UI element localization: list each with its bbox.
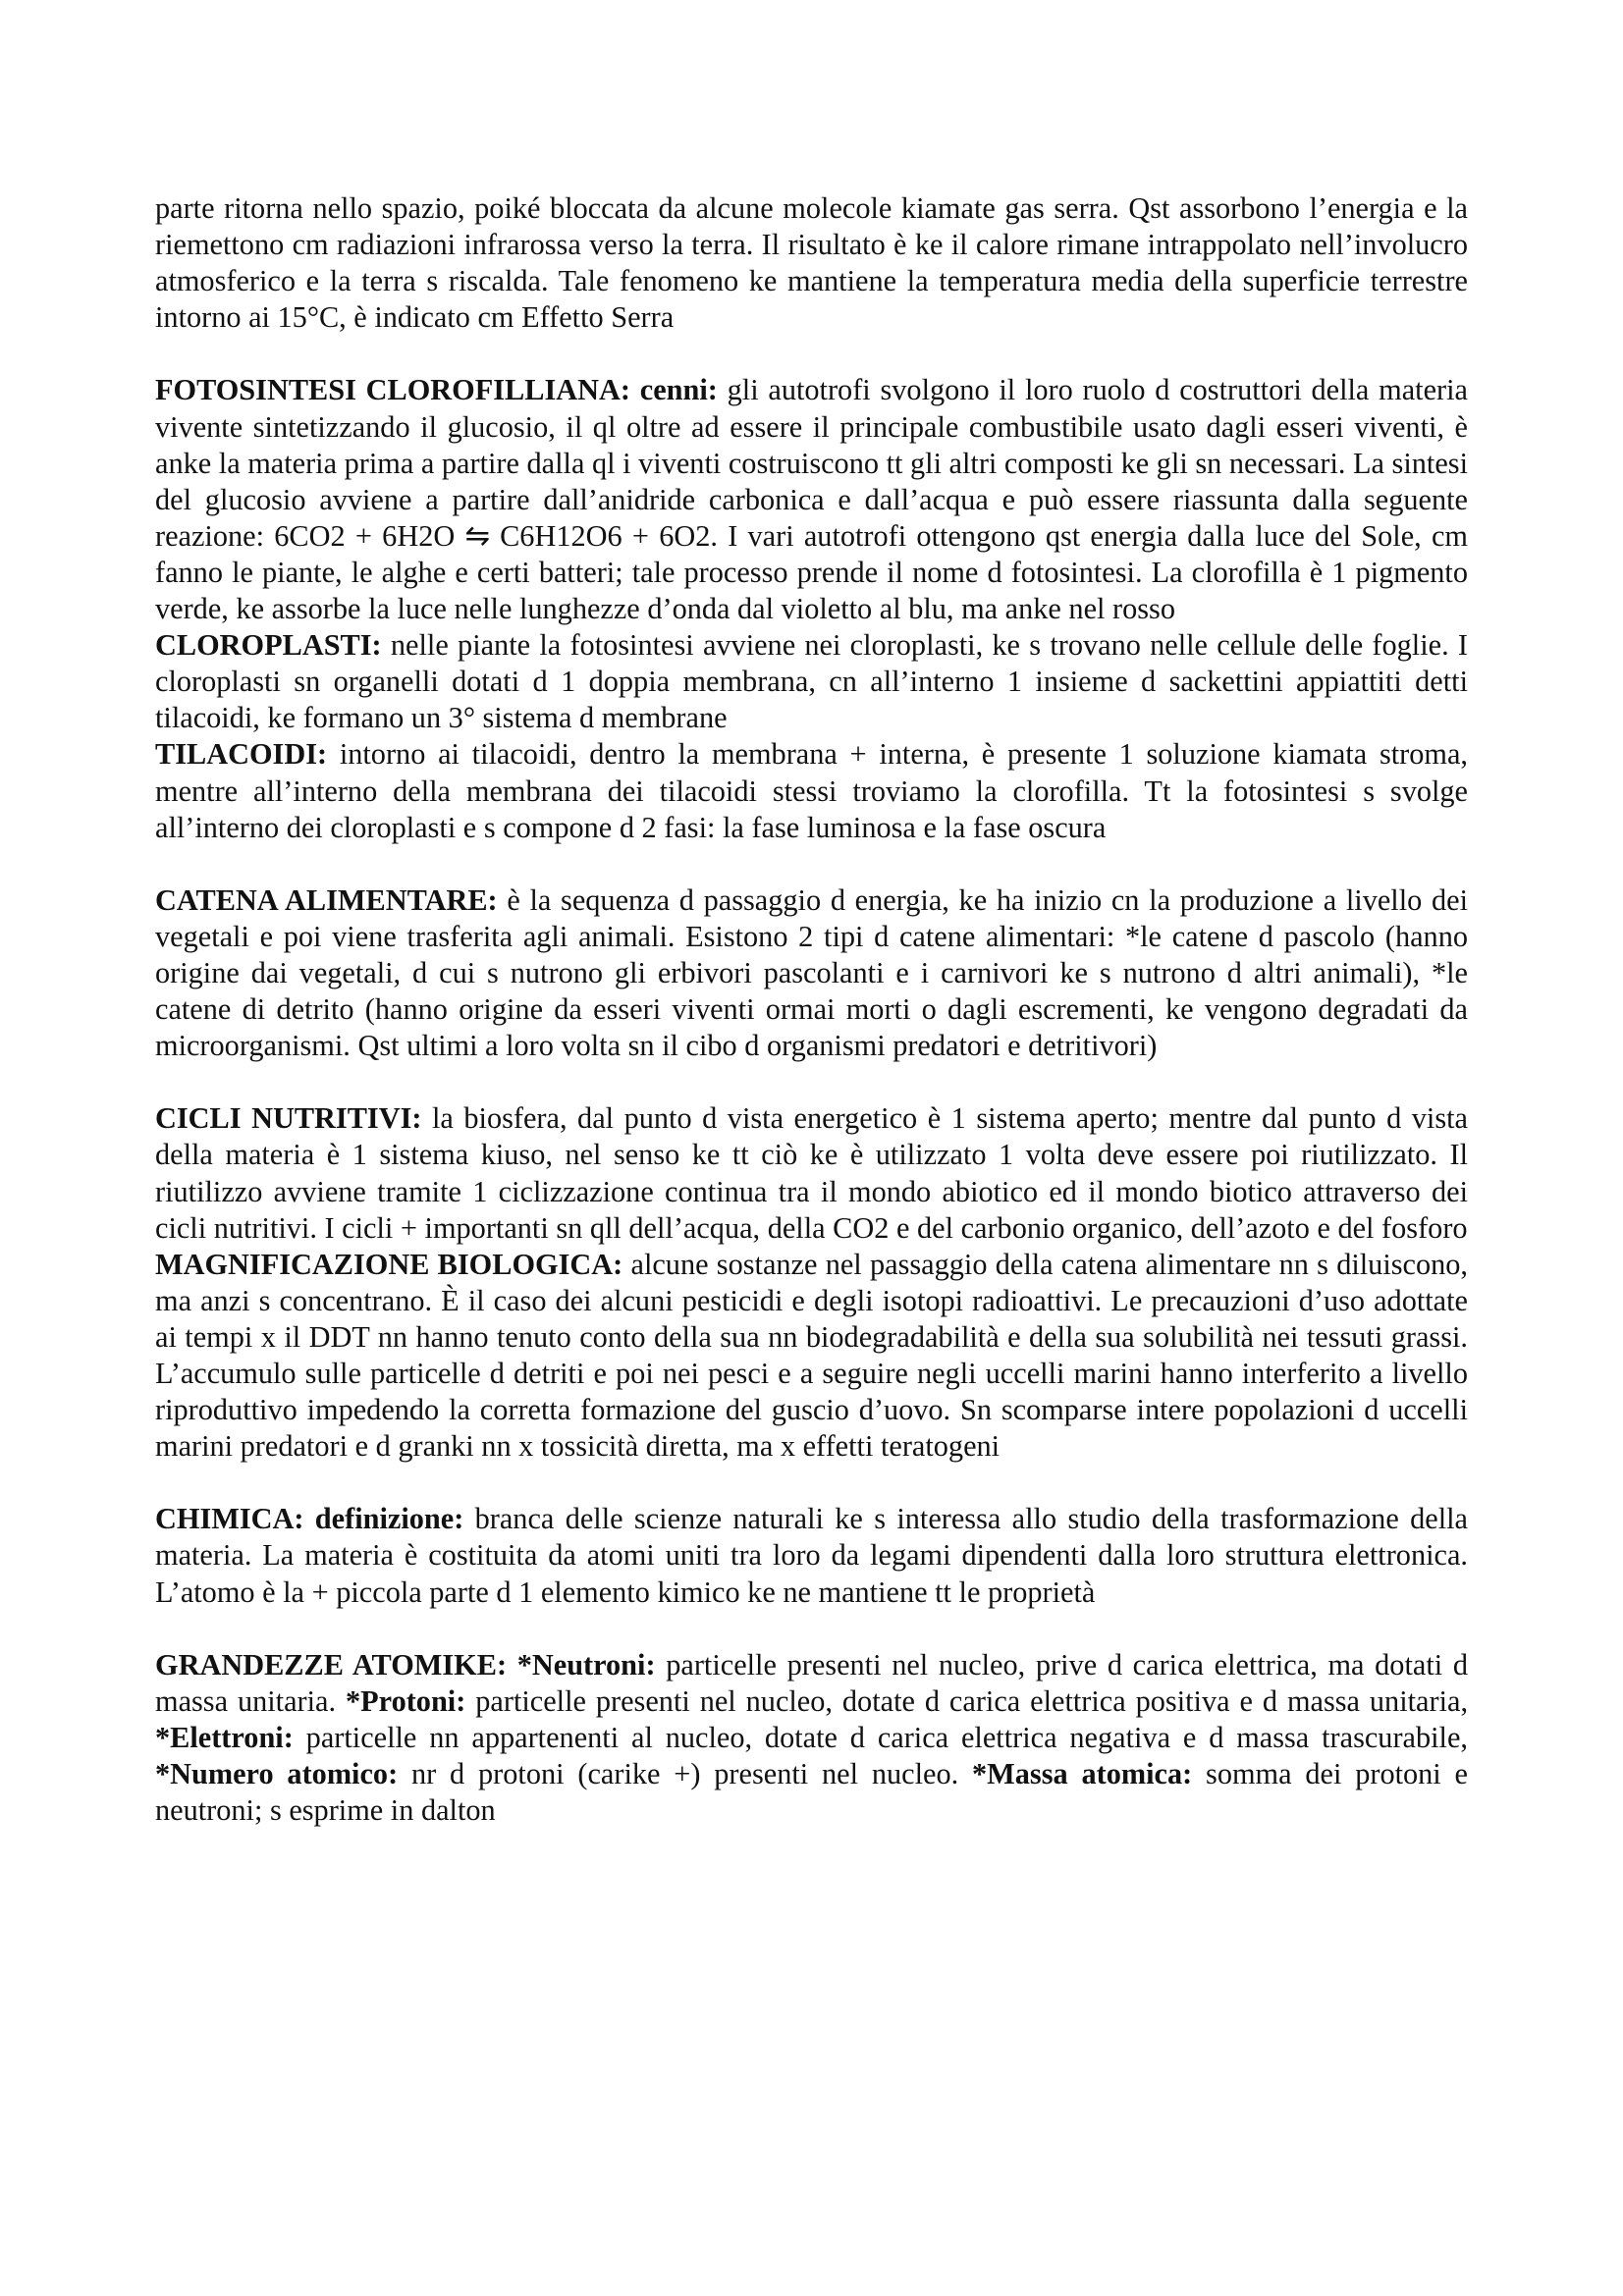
bold-heading-text: *Elettroni:	[155, 1720, 294, 1754]
bold-heading-text: FOTOSINTESI CLOROFILLIANA: cenni:	[155, 373, 718, 407]
bold-heading-text: CHIMICA: definizione:	[155, 1502, 464, 1536]
bold-heading-text: MAGNIFICAZIONE BIOLOGICA:	[155, 1247, 623, 1281]
body-text: alcune sostanze nel passaggio della catena alimentare nn s diluiscono, ma anzi s concentrano. È il caso dei alcuni pesticidi e degli isotopi radioattivi. Le precauzioni d’uso adottate ai tempi x il DDT nn hanno tenuto conto della sua nn biodegradabilità e della sua solubilità nei tessuti grassi. L’accumulo sulle particelle d detriti e poi nei pesci e a seguire negli uccelli marini hanno interferito a livello riproduttivo impedendo la corretta formazione del guscio d’uovo. Sn scomparse intere popolazioni d uccelli marini predatori e d granki nn x tossicità diretta, ma x effetti teratogeni	[155, 1247, 1468, 1464]
bold-heading-text: CICLI NUTRITIVI:	[155, 1101, 422, 1136]
body-text: nelle piante la fotosintesi avviene nei cloroplasti, ke s trovano nelle cellule delle foglie. I cloroplasti sn organelli dotati d 1 doppia membrana, cn all’interno 1 insieme d sackettini appiattiti detti tilacoidi, ke formano un 3° sistema d membrane	[155, 628, 1468, 735]
bold-heading-text: *Numero atomico:	[155, 1757, 399, 1791]
body-text: somma dei protoni e neutroni; s esprime in dalton	[155, 1757, 1468, 1828]
document-body	[155, 190, 1468, 1829]
paragraph	[155, 736, 1468, 845]
body-text: è la sequenza d passaggio d energia, ke ha inizio cn la produzione a livello dei vegetali e poi viene trasferita agli animali. Esistono 2 tipi d catene alimentari: *le catene d pascolo (hanno origine dai vegetali, d cui s nutrono gli erbivori pascolanti e i carnivori ke s nutrono d altri animali), *le catene di detrito (hanno origine da esseri viventi ormai morti o dagli escrementi, ke vengono degradati da microorganismi. Qst ultimi a loro volta sn il cibo d organismi predatori e detritivori)	[155, 882, 1468, 1063]
bold-heading-text: *Massa atomica:	[972, 1757, 1193, 1791]
body-text: nr d protoni (carike +) presenti nel nucleo.	[398, 1757, 973, 1791]
paragraph	[155, 190, 1468, 336]
bold-heading-text: CATENA ALIMENTARE:	[155, 882, 498, 917]
body-text: branca delle scienze naturali ke s interessa allo studio della trasformazione della materia. La materia è costituita da atomi uniti tra loro da legami dipendenti dalla loro struttura elettronica. L’atomo è la + piccola parte d 1 elemento kimico ke ne mantiene tt le proprietà	[155, 1502, 1468, 1609]
bold-heading-text: TILACOIDI:	[155, 737, 328, 772]
bold-heading-text: GRANDEZZE ATOMIKE: *Neutroni:	[155, 1647, 656, 1682]
paragraph	[155, 372, 1468, 627]
bold-heading-text: CLOROPLASTI:	[155, 628, 382, 663]
body-text: la biosfera, dal punto d vista energetico è 1 sistema aperto; mentre dal punto d vista della materia è 1 sistema kiuso, nel senso ke tt ciò ke è utilizzato 1 volta deve essere poi riutilizzato. Il riutilizzo avviene tramite 1 ciclizzazione continua tra il mondo abiotico ed il mondo biotico attraverso dei cicli nutritivi. I cicli + importanti sn qll dell’acqua, della CO2 e del carbonio organico, dell’azoto e del fosforo	[155, 1101, 1468, 1245]
body-text: particelle nn appartenenti al nucleo, dotate d carica elettrica negativa e d massa trascurabile,	[293, 1720, 1468, 1754]
body-text: intorno ai tilacoidi, dentro la membrana + interna, è presente 1 soluzione kiamata stroma, mentre all’interno della membrana dei tilacoidi stessi troviamo la clorofilla. Tt la fotosintesi s svolge all’interno dei cloroplasti e s compone d 2 fasi: la fase luminosa e la fase oscura	[155, 737, 1468, 844]
paragraph	[155, 1247, 1468, 1466]
paragraph	[155, 1501, 1468, 1610]
paragraph	[155, 627, 1468, 736]
body-text: parte ritorna nello spazio, poiké bloccata da alcune molecole kiamate gas serra. Qst assorbono l’energia e la riemettono cm radiazioni infrarossa verso la terra. Il risultato è ke il calore rimane intrappolato nell’involucro atmosferico e la terra s riscalda. Tale fenomeno ke mantiene la temperatura media della superficie terrestre intorno ai 15°C, è indicato cm Effetto Serra	[155, 191, 1468, 335]
bold-heading-text: *Protoni:	[346, 1683, 466, 1718]
body-text: particelle presenti nel nucleo, dotate d carica elettrica positiva e d massa unitaria,	[465, 1683, 1469, 1718]
body-text: gli autotrofi svolgono il loro ruolo d costruttori della materia vivente sintetizzando il glucosio, il ql oltre ad essere il principale combustibile usato dagli esseri viventi, è anke la materia prima a partire dalla ql i viventi costruiscono tt gli altri composti ke gli sn necessari. La sintesi del glucosio avviene a partire dall’anidride carbonica e dall’acqua e può essere riassunta dalla seguente reazione: 6CO2 + 6H2O ⇋ C6H12O6 + 6O2. I vari autotrofi ottengono qst energia dalla luce del Sole, cm fanno le piante, le alghe e certi batteri; tale processo prende il nome d fotosintesi. La clorofilla è 1 pigmento verde, ke assorbe la luce nelle lunghezze d’onda dal violetto al blu, ma anke nel rosso	[155, 373, 1468, 626]
paragraph	[155, 1647, 1468, 1829]
paragraph	[155, 882, 1468, 1064]
body-text: particelle presenti nel nucleo, prive d carica elettrica, ma dotati d massa unitaria.	[155, 1647, 1468, 1718]
paragraph	[155, 1100, 1468, 1246]
